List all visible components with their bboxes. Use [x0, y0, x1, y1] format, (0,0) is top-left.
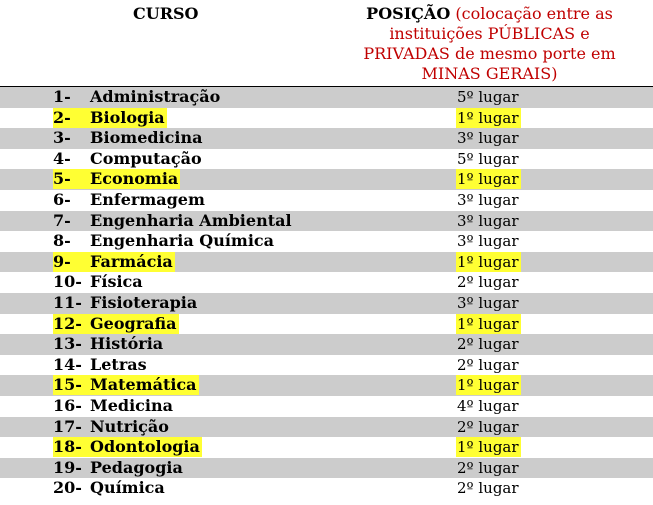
course-number: 2-	[53, 107, 71, 127]
position-cell: 3º lugar	[457, 293, 519, 312]
table-row	[0, 314, 653, 335]
course-name: História	[90, 334, 164, 354]
course-number: 15-	[53, 375, 82, 395]
position-cell: 2º lugar	[457, 355, 519, 374]
table-row	[0, 458, 653, 479]
course-name: Medicina	[90, 395, 173, 415]
course-number: 11-	[53, 292, 82, 312]
course-name: Fisioterapia	[90, 292, 198, 312]
table-header	[0, 0, 653, 88]
course-cell	[53, 190, 207, 210]
header-posicao	[352, 4, 627, 84]
table-row	[0, 231, 653, 252]
position-cell: 2º lugar	[457, 417, 519, 436]
table-row	[0, 293, 653, 314]
course-name: Física	[90, 272, 143, 292]
table-row	[0, 149, 653, 170]
table-row	[0, 128, 653, 149]
course-name: Letras	[90, 354, 147, 374]
course-cell	[53, 149, 204, 169]
position-cell: 1º lugar	[457, 438, 519, 457]
course-number: 12-	[53, 313, 82, 333]
course-number: 16-	[53, 395, 82, 415]
course-name: Pedagogia	[90, 457, 183, 477]
table-row	[0, 437, 653, 458]
course-cell	[53, 108, 167, 128]
position-cell: 3º lugar	[457, 190, 519, 209]
course-number: 19-	[53, 457, 82, 477]
header-curso: CURSO	[133, 4, 199, 23]
course-name: Enfermagem	[90, 189, 205, 209]
course-number: 5-	[53, 169, 71, 189]
position-cell: 5º lugar	[457, 149, 519, 168]
position-cell: 1º lugar	[457, 170, 519, 189]
course-number: 3-	[53, 128, 71, 148]
header-posicao-label: POSIÇÃO	[366, 4, 451, 23]
course-number: 1-	[53, 87, 71, 106]
course-name: Química	[90, 478, 165, 498]
table-row	[0, 417, 653, 438]
course-cell	[53, 375, 199, 395]
position-cell: 1º lugar	[457, 314, 519, 333]
course-number: 8-	[53, 231, 71, 251]
table-row	[0, 211, 653, 232]
course-cell	[53, 272, 145, 292]
course-name: Engenharia Química	[90, 231, 275, 251]
course-number: 10-	[53, 272, 82, 292]
course-number: 14-	[53, 354, 82, 374]
table-row	[0, 272, 653, 293]
course-cell	[53, 478, 167, 498]
table-row	[0, 87, 653, 108]
table-row	[0, 190, 653, 211]
course-cell	[53, 355, 149, 375]
course-cell	[53, 293, 199, 313]
course-name: Computação	[90, 148, 202, 168]
position-cell: 1º lugar	[457, 108, 519, 127]
course-cell	[53, 231, 276, 251]
table-row	[0, 169, 653, 190]
course-number: 4-	[53, 148, 71, 168]
course-cell	[53, 169, 180, 189]
course-name: Nutrição	[90, 416, 169, 436]
position-cell: 3º lugar	[457, 129, 519, 148]
position-cell: 2º lugar	[457, 335, 519, 354]
course-number: 6-	[53, 189, 71, 209]
course-cell	[53, 314, 179, 334]
course-name: Engenharia Ambiental	[90, 210, 292, 230]
table-row	[0, 396, 653, 417]
course-cell	[53, 458, 185, 478]
course-name: Geografia	[90, 313, 177, 333]
course-cell	[53, 417, 171, 437]
table-row	[0, 478, 653, 499]
course-number: 20-	[53, 478, 82, 498]
course-name: Economia	[90, 169, 179, 189]
position-cell: 1º lugar	[457, 376, 519, 395]
course-name: Matemática	[90, 375, 197, 395]
position-cell: 1º lugar	[457, 252, 519, 271]
position-cell: 3º lugar	[457, 211, 519, 230]
table-row	[0, 108, 653, 129]
position-cell: 2º lugar	[457, 458, 519, 477]
course-number: 17-	[53, 416, 82, 436]
table-row	[0, 334, 653, 355]
position-cell: 2º lugar	[457, 273, 519, 292]
table-row	[0, 375, 653, 396]
position-cell: 4º lugar	[457, 396, 519, 415]
course-cell	[53, 87, 222, 107]
ranking-table	[0, 87, 653, 499]
course-cell	[53, 334, 165, 354]
course-name: Farmácia	[90, 251, 173, 271]
course-cell	[53, 211, 294, 231]
position-cell: 2º lugar	[457, 479, 519, 498]
course-number: 7-	[53, 210, 71, 230]
course-name: Biomedicina	[90, 128, 203, 148]
table-row	[0, 355, 653, 376]
table-row	[0, 252, 653, 273]
course-name: Administração	[90, 87, 221, 106]
course-number: 9-	[53, 251, 71, 271]
course-name: Odontologia	[90, 437, 200, 457]
course-number: 18-	[53, 437, 82, 457]
course-cell	[53, 252, 175, 272]
position-cell: 5º lugar	[457, 88, 519, 106]
course-name: Biologia	[90, 107, 165, 127]
header-posicao-note: (colocação entre as instituições PÚBLICAS e PRIVADAS de mesmo porte em MINAS GERAIS)	[363, 4, 616, 83]
course-cell	[53, 128, 204, 148]
course-cell	[53, 437, 202, 457]
course-cell	[53, 396, 175, 416]
position-cell: 3º lugar	[457, 232, 519, 251]
course-number: 13-	[53, 334, 82, 354]
